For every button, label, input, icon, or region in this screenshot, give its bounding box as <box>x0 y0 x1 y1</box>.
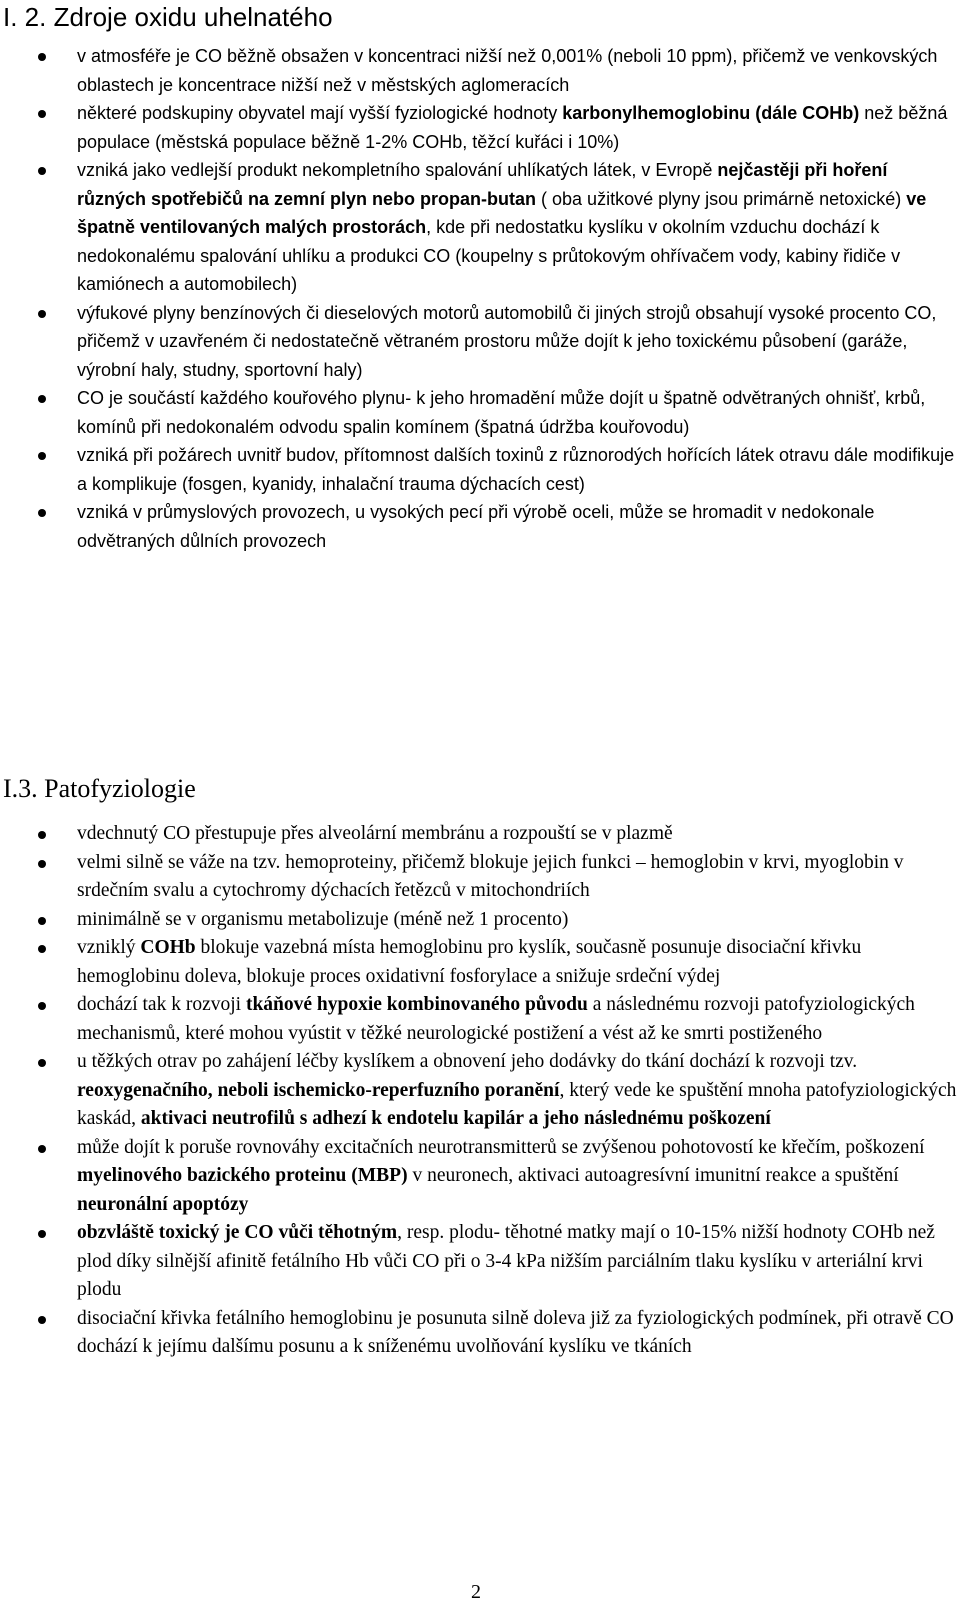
list-item <box>0 42 960 99</box>
list-item <box>0 299 960 385</box>
list-item-text <box>77 934 957 991</box>
sources-bullet-list <box>0 42 960 555</box>
list-item-text <box>77 156 957 299</box>
list-item <box>0 1134 960 1220</box>
list-item-text <box>77 1048 957 1134</box>
list-item-text <box>77 42 957 99</box>
list-item <box>0 99 960 156</box>
bullet-icon <box>38 110 46 118</box>
text-run: vzniká jako vedlejší produkt nekompletního spalování uhlíkatých látek, v Evropě <box>77 160 718 180</box>
text-run: , resp. plodu- těhotné matky mají o 10-15% nižší hodnoty COHb než plod díky silnější afinitě fetálního Hb vůči CO při o 3-4 kPa nižším parciálním tlaku kyslíku v arteriální krvi plodu <box>77 1222 935 1300</box>
list-item <box>0 384 960 441</box>
list-item-text <box>77 441 957 498</box>
bold-text: obzvláště toxický je CO vůči těhotným <box>77 1222 398 1243</box>
bold-text: nejčastěji při hoření různých spotřebičů na zemní plyn nebo propan-butan <box>77 160 888 209</box>
list-item <box>0 849 960 906</box>
bold-text: COHb <box>140 937 196 958</box>
bullet-icon <box>38 945 46 953</box>
bullet-icon <box>38 1230 46 1238</box>
list-item-text <box>77 849 957 906</box>
text-run: vzniká při požárech uvnitř budov, přítomnost dalších toxinů z různorodých hořících látek otravu dále modifikuje a komplikuje (fosgen, kyanidy, inhalační trauma dýchacích cest) <box>77 445 955 494</box>
list-item-text <box>77 99 957 156</box>
list-item <box>0 1219 960 1305</box>
text-run: ( oba užitkové plyny jsou primárně netoxické) <box>536 188 907 209</box>
list-item-text <box>77 1219 957 1305</box>
text-run: dochází tak k rozvoji <box>77 994 246 1015</box>
list-item-text <box>77 1305 957 1362</box>
bullet-icon <box>38 310 46 318</box>
bullet-icon <box>38 860 46 868</box>
text-run: velmi silně se váže na tzv. hemoproteiny, přičemž blokuje jejich funkci – hemoglobin v krvi, myoglobin v srdečním svalu a cytochromy dýchacích řetězců v mitochondriích <box>77 851 904 901</box>
bold-text: myelinového bazického proteinu (MBP) <box>77 1165 408 1186</box>
text-run: a následnému rozvoji patofyziologických mechanismů, které mohou vyústit v těžké neurologické postižení a vést až ke smrti postiženého <box>77 994 915 1044</box>
text-run: disociační křivka fetálního hemoglobinu je posunuta silně doleva již za fyziologických podmínek, při otravě CO dochází k jejímu dalšímu posunu a k sníženému uvolňování kyslíku ve tkáních <box>77 1307 954 1357</box>
text-run: vzniklý <box>77 937 141 958</box>
list-item-text <box>77 384 957 441</box>
text-run: u těžkých otrav po zahájení léčby kyslíkem a obnovení jeho dodávky do tkání dochází k rozvoji tzv. <box>77 1051 858 1072</box>
text-run: minimálně se v organismu metabolizuje (méně než 1 procento) <box>77 908 569 930</box>
text-run: , kde při nedostatku kyslíku v okolním vzduchu dochází k nedokonalému spalování uhlíku a produkci CO (koupelny s průtokovým ohřívačem vody, kabiny řidiče v kamiónech a automobilech) <box>77 217 901 294</box>
text-run: vdechnutý CO přestupuje přes alveolární membránu a rozpouští se v plazmě <box>77 823 673 844</box>
list-item <box>0 820 960 849</box>
bullet-icon <box>38 53 46 61</box>
bold-text: aktivaci neutrofilů s adhezí k endotelu kapilár a jeho následnému poškození <box>140 1108 771 1129</box>
bullet-icon <box>38 1145 46 1153</box>
bold-text: reoxygenačního, neboli ischemicko-reperfuzního poranění <box>77 1079 560 1101</box>
list-item <box>0 156 960 299</box>
list-item <box>0 906 960 935</box>
section-heading-sources: I. 2. Zdroje oxidu uhelnatého <box>3 2 333 32</box>
list-item-text <box>77 1134 957 1220</box>
bullet-icon <box>38 831 46 839</box>
list-item-text <box>77 820 957 849</box>
page-number: 2 <box>471 1581 481 1603</box>
bullet-icon <box>38 1002 46 1010</box>
text-run: může dojít k poruše rovnováhy excitačních neurotransmitterů se zvýšenou pohotovostí ke křečím, poškození <box>77 1136 925 1158</box>
list-item <box>0 498 960 555</box>
list-item-text <box>77 906 957 935</box>
text-run: než běžná populace (městská populace běžně 1-2% COHb, těžcí kuřáci i 10%) <box>77 103 948 152</box>
text-run: v neuronech, aktivaci autoagresívní imunitní reakce a spuštění <box>407 1165 899 1186</box>
bullet-icon <box>38 395 46 403</box>
section-heading-pathophysiology: I.3. Patofyziologie <box>3 774 196 803</box>
list-item <box>0 991 960 1048</box>
bold-text: ve špatně ventilovaných malých prostorách <box>77 188 927 237</box>
bold-text: karbonylhemoglobinu (dále COHb) <box>562 103 860 123</box>
bullet-icon <box>38 1059 46 1067</box>
list-item <box>0 1305 960 1362</box>
list-item <box>0 934 960 991</box>
bullet-icon <box>38 167 46 175</box>
text-run: vzniká v průmyslových provozech, u vysokých pecí při výrobě oceli, může se hromadit v nedokonale odvětraných důlních provozech <box>77 502 875 551</box>
bold-text: neuronální apoptózy <box>77 1193 249 1215</box>
list-item-text <box>77 299 957 385</box>
bullet-icon <box>38 452 46 460</box>
list-item-text <box>77 991 957 1048</box>
text-run: výfukové plyny benzínových či dieselových motorů automobilů či jiných strojů obsahují vysoké procento CO, přičemž v uzavřeném či nedostatečně větraném prostoru může dojít k jeho toxickému působení (garáže, výrobní haly, studny, sportovní haly) <box>77 302 937 380</box>
pathophysiology-bullet-list <box>0 820 960 1362</box>
bullet-icon <box>38 1316 46 1324</box>
text-run: některé podskupiny obyvatel mají vyšší fyziologické hodnoty <box>77 103 563 123</box>
list-item <box>0 441 960 498</box>
text-run: CO je součástí každého kouřového plynu- k jeho hromadění může dojít u špatně odvětraných ohnišť, krbů, komínů při nedokonalém odvodu spalin komínem (špatná údržba kouřovodu) <box>77 388 926 437</box>
bullet-icon <box>38 509 46 517</box>
list-item <box>0 1048 960 1134</box>
text-run: v atmosféře je CO běžně obsažen v koncentraci nižší než 0,001% (neboli 10 ppm), přičemž ve venkovských oblastech je koncentrace nižší než v městských aglomeracích <box>77 46 938 95</box>
list-item-text <box>77 498 957 555</box>
bullet-icon <box>38 917 46 925</box>
text-run: blokuje vazebná místa hemoglobinu pro kyslík, současně posunuje disociační křivku hemoglobinu doleva, blokuje proces oxidativní fosforylace a snižuje srdeční výdej <box>77 937 862 987</box>
text-run: , který vede ke spuštění mnoha patofyziologických kaskád, <box>77 1079 957 1129</box>
bold-text: tkáňové hypoxie kombinovaného původu <box>245 994 588 1015</box>
